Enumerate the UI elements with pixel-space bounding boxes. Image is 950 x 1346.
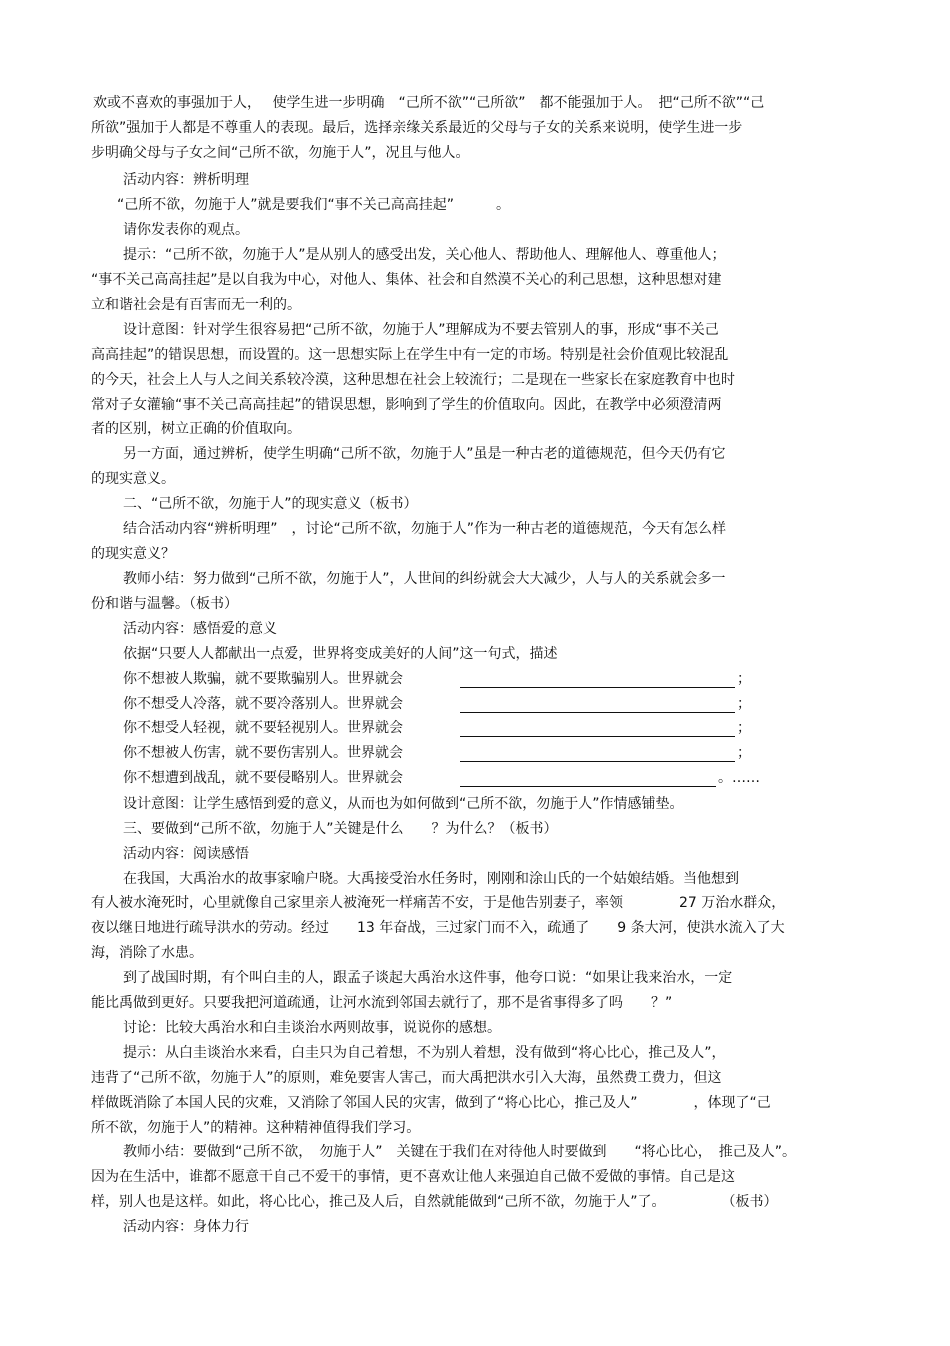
text-line: 夜以继日地进行疏导洪水的劳动。经过 13 年奋战，三过家门而不入，疏通了 9 条大河，使洪水流入了大	[91, 920, 785, 936]
text-line: 者的区别，树立正确的价值取向。	[91, 421, 301, 437]
text-line: 常对子女灌输“事不关己高高挂起”的错误思想，影响到了学生的价值取向。因此，在教学中必须澄清两	[91, 397, 722, 413]
text-line: 教师小结：努力做到“己所不欲，勿施于人”，人世间的纠纷就会大大减少，人与人的关系就会多一	[123, 571, 726, 587]
text-line: 结合活动内容“辨析明理” ，讨论“己所不欲，勿施于人”作为一种古老的道德规范，今天有怎么样	[123, 521, 727, 537]
text-line: 样，别人也是这样。如此，将心比心，推己及人后，自然就能做到“己所不欲，勿施于人”了。 （板书）	[91, 1194, 778, 1210]
text-line: 依据“只要人人都献出一点爱，世界将变成美好的人间”这一句式，描述	[123, 646, 558, 662]
answer-blank[interactable]	[460, 687, 735, 688]
text-line: 高高挂起”的错误思想，而设置的。这一思想实际上在学生中有一定的市场。特别是社会价值观比较混乱	[91, 347, 729, 363]
text-line: 讨论：比较大禹治水和白圭谈治水两则故事，说说你的感想。	[123, 1020, 501, 1036]
text-line: 能比禹做到更好。只要我把河道疏通，让河水流到邻国去就行了，那不是省事得多了吗 ？”	[91, 995, 673, 1011]
section-heading: 二、“己所不欲，勿施于人”的现实意义（板书）	[123, 496, 418, 512]
text-line: 设计意图：让学生感悟到爱的意义，从而也为如何做到“己所不欲，勿施于人”作情感铺垫。	[123, 796, 684, 812]
answer-blank[interactable]	[460, 736, 735, 737]
text-line: 设计意图：针对学生很容易把“己所不欲，勿施于人”理解成为不要去管别人的事，形成“事不关己	[123, 322, 719, 338]
text-line: 因为在生活中，谁都不愿意干自己不爱干的事情，更不喜欢让他人来强迫自己做不爱做的事情。自己是这	[91, 1169, 735, 1185]
text-line: 欢或不喜欢的事强加于人， 使学生进一步明确 “己所不欲”“己所欲” 都不能强加于人。 把“己所不欲”“己	[93, 95, 765, 111]
fill-item-end: ；	[737, 745, 751, 761]
text-line: 活动内容：辨析明理	[123, 172, 249, 188]
answer-blank[interactable]	[460, 712, 735, 713]
text-line: 教师小结：要做到“己所不欲， 勿施于人” 关键在于我们在对待他人时要做到 “将心比心， 推己及人”。	[123, 1144, 797, 1160]
answer-blank[interactable]	[460, 761, 735, 762]
text-line: “己所不欲，勿施于人”就是要我们“事不关己高高挂起” 。	[117, 197, 511, 213]
text-line: 海，消除了水患。	[91, 945, 203, 961]
text-line: 有人被水淹死时，心里就像自己家里亲人被淹死一样痛苦不安，于是他告别妻子，率领 27 万治水群众，	[91, 895, 786, 911]
answer-blank[interactable]	[460, 786, 716, 787]
text-line: 违背了“己所不欲，勿施于人”的原则，难免要害人害己，而大禹把洪水引入大海，虽然费工费力，但这	[91, 1070, 722, 1086]
text-line: 所不欲，勿施于人”的精神。这种精神值得我们学习。	[91, 1120, 421, 1136]
text-line: 活动内容：身体力行	[123, 1219, 249, 1235]
fill-item-end: ；	[737, 720, 751, 736]
text-line: 的现实意义。	[91, 471, 175, 487]
text-line: 样做既消除了本国人民的灾难，又消除了邻国人民的灾害，做到了“将心比心，推己及人” ，体现了“己	[91, 1095, 771, 1111]
fill-item-end: ；	[737, 696, 751, 712]
text-line: 份和谐与温馨。（板书）	[91, 596, 238, 612]
fill-item-end: 。……	[718, 770, 760, 786]
fill-item-text: 你不想受人冷落，就不要冷落别人。世界就会	[123, 696, 403, 712]
text-line: 的现实意义？	[91, 546, 175, 562]
text-line: 步明确父母与子女之间“己所不欲，勿施于人”，况且与他人。	[91, 145, 470, 161]
text-line: 请你发表你的观点。	[123, 222, 249, 238]
text-line: “事不关己高高挂起”是以自我为中心，对他人、集体、社会和自然漠不关心的利己思想，这种思想对建	[91, 272, 722, 288]
text-line: 提示：“己所不欲，勿施于人”是从别人的感受出发，关心他人、帮助他人、理解他人、尊重他人；	[123, 247, 726, 263]
section-heading: 三、要做到“己所不欲，勿施于人”关键是什么 ？为什么？（板书）	[123, 821, 558, 837]
fill-item-text: 你不想被人欺骗，就不要欺骗别人。世界就会	[123, 671, 403, 687]
fill-item-text: 你不想受人轻视，就不要轻视别人。世界就会	[123, 720, 403, 736]
text-line: 到了战国时期，有个叫白圭的人，跟孟子谈起大禹治水这件事，他夸口说：“如果让我来治水，一定	[123, 970, 733, 986]
text-line: 提示：从白圭谈治水来看，白圭只为自己着想，不为别人着想，没有做到“将心比心，推己及人”，	[123, 1045, 726, 1061]
text-line: 在我国，大禹治水的故事家喻户晓。大禹接受治水任务时，刚刚和涂山氏的一个姑娘结婚。当他想到	[123, 871, 739, 887]
fill-item-end: ；	[737, 671, 751, 687]
fill-item-text: 你不想遭到战乱，就不要侵略别人。世界就会	[123, 770, 403, 786]
fill-item-text: 你不想被人伤害，就不要伤害别人。世界就会	[123, 745, 403, 761]
text-line: 的今天，社会上人与人之间关系较冷漠，这种思想在社会上较流行；二是现在一些家长在家庭教育中也时	[91, 372, 735, 388]
text-line: 活动内容：感悟爱的意义	[123, 621, 277, 637]
text-line: 立和谐社会是有百害而无一利的。	[91, 297, 301, 313]
text-line: 所欲”强加于人都是不尊重人的表现。最后，选择亲缘关系最近的父母与子女的关系来说明，使学生进一步	[91, 120, 743, 136]
text-line: 另一方面，通过辨析，使学生明确“己所不欲，勿施于人”虽是一种古老的道德规范，但今天仍有它	[123, 446, 726, 462]
text-line: 活动内容：阅读感悟	[123, 846, 249, 862]
